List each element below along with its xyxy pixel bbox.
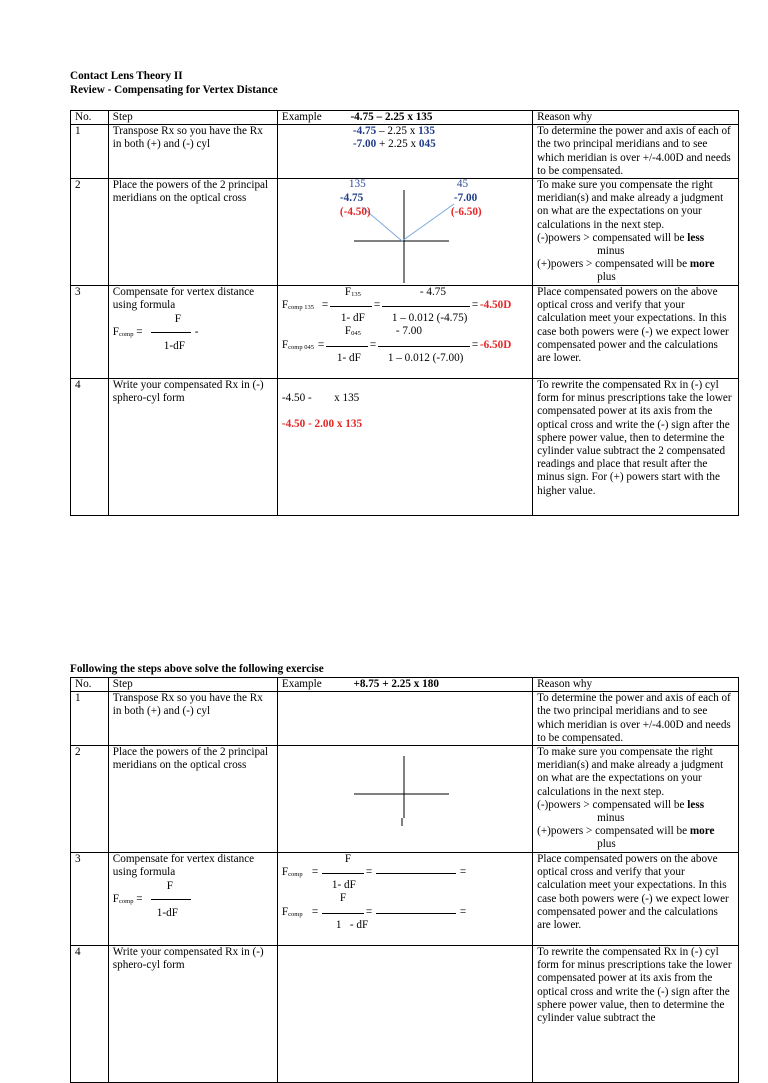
f045-lhs-symbol: F xyxy=(281,339,289,352)
optical-cross-cell[interactable] xyxy=(277,746,532,853)
f135-eq2: = xyxy=(373,299,381,312)
plus-cyl-sphere: -7.00 xyxy=(352,138,377,151)
meridian-045-line xyxy=(402,204,454,241)
calc1-denominator: 1- dF xyxy=(331,879,356,892)
calc2-lhs-symbol: F xyxy=(281,906,289,919)
reason-minus-line xyxy=(537,799,734,812)
reason-text: To make sure you compensate the right meridian(s) and make already a judgment on what are the expectations on your calculations in the next step. xyxy=(537,179,724,231)
row-reason: To determine the power and axis of each of the two principal meridians and to see which meridian is over +/-4.00D and needs to be compensated. xyxy=(533,125,739,179)
row-example xyxy=(277,286,532,379)
reason-plus-word: plus xyxy=(597,271,616,284)
formula-fraction-bar xyxy=(151,899,191,900)
plus-cyl-form xyxy=(282,138,528,151)
plus-cyl-axis: 045 xyxy=(418,138,436,151)
row-reason xyxy=(533,179,739,286)
f135-result: -4.50D xyxy=(479,299,512,312)
calc1-lhs-symbol: F xyxy=(281,866,289,879)
f045-eq2: = xyxy=(369,339,377,352)
f135-lhs xyxy=(282,299,314,314)
exercise-heading: Following the steps above solve the following exercise xyxy=(70,663,324,675)
formula-lhs xyxy=(113,893,143,908)
calc2-eq2: = xyxy=(365,906,373,919)
power-135: -4.75 xyxy=(339,192,364,205)
f135-eq3: = xyxy=(471,299,479,312)
reason-plus-text: (+)powers > compensated will be xyxy=(537,825,690,838)
answer-cell[interactable] xyxy=(277,946,532,1083)
formula-numerator: F xyxy=(174,313,182,326)
f045-bar2 xyxy=(378,346,470,347)
row-no: 1 xyxy=(71,692,109,746)
reason-plus-word: plus xyxy=(597,838,616,851)
reason-plus-text: (+)powers > compensated will be xyxy=(537,258,690,271)
row-step: Write your compensated Rx in (-) sphero-cyl form xyxy=(108,946,277,1083)
row-example xyxy=(277,125,532,179)
reason-plus-line xyxy=(537,825,734,838)
header-example-label: Example xyxy=(281,111,322,123)
axis-135-label: 135 xyxy=(348,178,366,191)
calc1-bar1 xyxy=(322,873,364,874)
header-example xyxy=(277,111,532,125)
calc2-eq3: = xyxy=(459,906,467,919)
row-reason: To determine the power and axis of each of the two principal meridians and to see which meridian is over +/-4.00D and needs to be compensated. xyxy=(533,692,739,746)
row-step: Place the powers of the 2 principal meridians on the optical cross xyxy=(108,179,277,286)
row-step xyxy=(108,286,277,379)
step-text: Compensate for vertex distance using formula xyxy=(112,853,255,879)
reason-minus-emphasis: less xyxy=(687,798,705,811)
reason-plus-emphasis: more xyxy=(689,825,715,838)
f045-lhs-subscript: comp 045 xyxy=(288,344,314,352)
f045-value-numerator: - 7.00 xyxy=(395,325,422,338)
reason-minus-text: (-)powers > compensated will be xyxy=(537,231,688,244)
row-reason: Place compensated powers on the above optical cross and verify that your calculation meet your expectations. In this case both powers were (-) we expect lower compensated power and the calculations are lower. xyxy=(533,853,739,946)
row-no: 3 xyxy=(71,286,109,379)
page-title-course: Contact Lens Theory II xyxy=(70,70,183,82)
calc2-numerator: F xyxy=(339,892,347,905)
calc2-denominator: 1 - dF xyxy=(335,919,369,932)
header-step: Step xyxy=(108,678,277,692)
row-example[interactable] xyxy=(277,853,532,946)
calc1-eq1: = xyxy=(311,866,319,879)
review-example-rx: -4.75 – 2.25 x 135 xyxy=(350,111,433,123)
table-row xyxy=(71,692,739,746)
optical-cross-diagram xyxy=(278,179,528,285)
f135-value-denominator: 1 – 0.012 (-4.75) xyxy=(391,312,468,325)
row-no: 3 xyxy=(71,853,109,946)
axis-045-label: 45 xyxy=(456,178,469,191)
reason-minus-text: (-)powers > compensated will be xyxy=(537,798,688,811)
answer-rx: -4.50 - 2.00 x 135 xyxy=(281,418,363,431)
row-step xyxy=(108,853,277,946)
f135-lhs-subscript: comp 135 xyxy=(288,304,314,312)
f135-num-subscript: 135 xyxy=(351,291,361,299)
f135-bar1 xyxy=(330,306,372,307)
f135-num xyxy=(345,286,361,301)
reason-minus-word: minus xyxy=(597,245,625,258)
row-no: 4 xyxy=(71,379,109,516)
row-reason: Place compensated powers on the above optical cross and verify that your calculation meet your expectations. In this case both powers were (-) we expect lower compensated power and the calculations are lower. xyxy=(533,286,739,379)
f045-value-denominator: 1 – 0.012 (-7.00) xyxy=(387,352,464,365)
page-title-topic: Review - Compensating for Vertex Distance xyxy=(70,84,278,96)
calc1-lhs xyxy=(282,866,303,881)
f045-eq1: = xyxy=(317,339,325,352)
header-step: Step xyxy=(108,111,277,125)
calc2-bar1 xyxy=(322,913,364,914)
f135-bar2 xyxy=(382,306,470,307)
table-row xyxy=(71,946,739,1083)
row-no: 2 xyxy=(71,746,109,853)
answer-template: -4.50 - x 135 xyxy=(281,392,360,405)
reason-minus-word: minus xyxy=(597,812,625,825)
compensated-power-045: (-6.50) xyxy=(450,206,482,219)
calc1-eq3: = xyxy=(459,866,467,879)
header-reason: Reason why xyxy=(533,111,739,125)
header-example-label: Example xyxy=(281,678,322,690)
formula-numerator: F xyxy=(166,880,174,893)
calc1-bar2 xyxy=(376,873,456,874)
page-title xyxy=(70,69,278,97)
formula-fraction-bar xyxy=(151,332,191,333)
f045-result: -6.50D xyxy=(479,339,512,352)
plus-cyl-rest: + 2.25 x xyxy=(376,138,419,151)
f045-num xyxy=(345,325,361,340)
formula-denominator: 1-dF xyxy=(156,907,178,920)
formula-dash: - xyxy=(194,326,199,339)
table-row xyxy=(71,179,739,286)
formula-equals: = xyxy=(133,893,143,906)
optical-cross-cell xyxy=(277,179,532,286)
header-reason: Reason why xyxy=(533,678,739,692)
calc1-eq2: = xyxy=(365,866,373,879)
row-no: 4 xyxy=(71,946,109,1083)
f045-num-subscript: 045 xyxy=(351,330,361,338)
exercise-example-rx: +8.75 + 2.25 x 180 xyxy=(353,678,439,690)
table-row xyxy=(71,125,739,179)
minus-cyl-form xyxy=(282,125,528,138)
f045-num-symbol: F xyxy=(344,325,352,338)
row-step: Place the powers of the 2 principal meridians on the optical cross xyxy=(108,746,277,853)
power-045: -7.00 xyxy=(453,192,478,205)
header-no: No. xyxy=(71,111,109,125)
row-example xyxy=(277,379,532,516)
row-reason: To rewrite the compensated Rx in (-) cyl form for minus prescriptions take the lower compensated power at its axis from the optical cross and write the (-) sign after the sphere power value, then to determine the cylinder value subtract the 2 compensated readings and place that result after the minus sign. For (+) powers start with the higher value. xyxy=(533,379,739,516)
minus-cyl-rest: – 2.25 x xyxy=(376,125,419,138)
calc2-eq1: = xyxy=(311,906,319,919)
f135-eq1: = xyxy=(321,299,329,312)
f045-bar1 xyxy=(326,346,368,347)
row-no: 1 xyxy=(71,125,109,179)
optical-cross-diagram xyxy=(278,746,528,852)
formula-lhs-symbol: F xyxy=(112,893,120,906)
exercise-table xyxy=(70,677,739,1083)
f045-lhs xyxy=(282,339,314,354)
reason-minus-line xyxy=(537,232,734,245)
row-no: 2 xyxy=(71,179,109,286)
formula-lhs xyxy=(113,326,143,341)
row-reason: To rewrite the compensated Rx in (-) cyl form for minus prescriptions take the lower compensated power at its axis from the optical cross and write the (-) sign after the sphere power value, then to determine the cylinder value subtract the xyxy=(533,946,739,1083)
header-no: No. xyxy=(71,678,109,692)
calc1-lhs-subscript: comp xyxy=(288,871,303,879)
minus-cyl-sphere: -4.75 xyxy=(352,125,377,138)
calc2-lhs-subscript: comp xyxy=(288,911,303,919)
reason-plus-line xyxy=(537,258,734,271)
f045-eq3: = xyxy=(471,339,479,352)
row-reason xyxy=(533,746,739,853)
answer-cell[interactable] xyxy=(277,692,532,746)
f135-lhs-symbol: F xyxy=(281,299,289,312)
calc1-numerator: F xyxy=(344,853,352,866)
reason-minus-emphasis: less xyxy=(687,231,705,244)
formula-lhs-symbol: F xyxy=(112,326,120,339)
compensated-power-135: (-4.50) xyxy=(339,206,371,219)
f135-value-numerator: - 4.75 xyxy=(419,286,446,299)
calc2-bar2 xyxy=(376,913,456,914)
step-text: Compensate for vertex distance using formula xyxy=(112,286,255,312)
row-step: Write your compensated Rx in (-) sphero-cyl form xyxy=(108,379,277,516)
formula-lhs-subscript: comp xyxy=(119,898,134,906)
table-row xyxy=(71,746,739,853)
review-table xyxy=(70,110,739,516)
f135-num-symbol: F xyxy=(344,286,352,299)
f045-den: 1- dF xyxy=(336,352,361,365)
formula-equals: = xyxy=(133,326,143,339)
calc2-lhs xyxy=(282,906,303,921)
table-row xyxy=(71,379,739,516)
formula-lhs-subscript: comp xyxy=(119,331,134,339)
table-header-row xyxy=(71,678,739,692)
f135-den: 1- dF xyxy=(340,312,365,325)
table-header-row xyxy=(71,111,739,125)
row-step: Transpose Rx so you have the Rx in both (+) and (-) cyl xyxy=(108,692,277,746)
formula-denominator: 1-dF xyxy=(163,340,185,353)
reason-text: To make sure you compensate the right meridian(s) and make already a judgment on what are the expectations on your calculations in the next step. xyxy=(537,746,724,798)
minus-cyl-axis: 135 xyxy=(418,125,435,138)
header-example xyxy=(277,678,532,692)
table-row xyxy=(71,853,739,946)
table-row xyxy=(71,286,739,379)
row-step: Transpose Rx so you have the Rx in both (+) and (-) cyl xyxy=(108,125,277,179)
reason-plus-emphasis: more xyxy=(689,258,715,271)
